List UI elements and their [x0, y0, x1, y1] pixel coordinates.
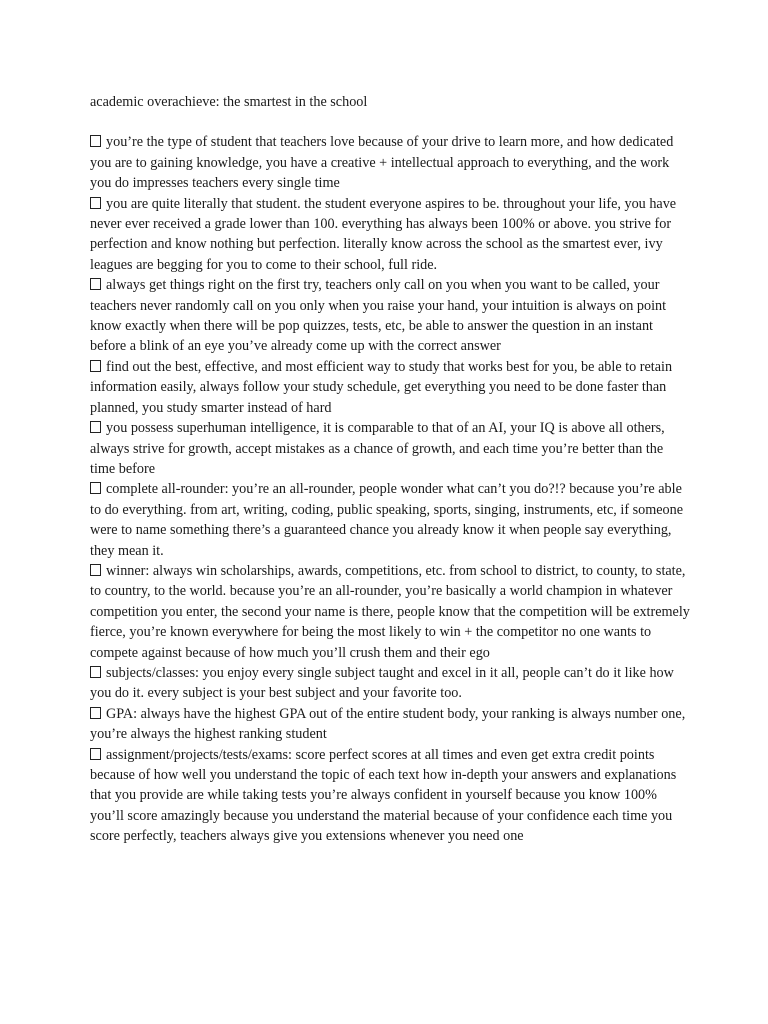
paragraph-text: always get things right on the first try, teachers only call on you when you want to be called, your teachers never randomly call on you only when you raise your hand, your intuition is always on point know exactly when there will be pop quizzes, tests, etc, be able to answer the question in an instant before a blink of an eye you’ve already come up with the correct answer — [90, 277, 667, 355]
missing-glyph-icon — [90, 278, 101, 290]
missing-glyph-icon — [90, 748, 101, 760]
paragraph-text: assignment/projects/tests/exams: score perfect scores at all times and even get extra credit points because of how well you understand the topic of each text how in-depth your answers and explanations that you provide are while taking tests you’re always confident in yourself because you know 100% you’ll score amazingly because you understand the material because of your confidence each time you score perfectly, teachers always give you extensions whenever you need one — [90, 746, 677, 845]
paragraph — [90, 275, 690, 357]
paragraph — [90, 357, 690, 418]
paragraph — [90, 561, 690, 663]
document-page — [90, 92, 690, 847]
paragraph-text: winner: always win scholarships, awards, competitions, etc. from school to district, to county, to state, to country, to the world. because you’re an all-rounder, you’re basically a world champion in whatever competition you enter, the second your name is there, people know that the competition will be extremely fierce, you’re known everywhere for being the most likely to win + the competitor no one wants to compete against because of how much you’ll crush them and their ego — [90, 562, 690, 661]
paragraph — [90, 704, 690, 745]
missing-glyph-icon — [90, 482, 101, 494]
paragraph-text: GPA: always have the highest GPA out of the entire student body, your ranking is always number one, you’re always the highest ranking student — [90, 705, 686, 743]
paragraph — [90, 132, 690, 193]
missing-glyph-icon — [90, 666, 101, 678]
paragraph-text: you are quite literally that student. the student everyone aspires to be. throughout your life, you have never ever received a grade lower than 100. everything has always been 100% or above. you strive for perfection and know nothing but perfection. literally know across the school as the smartest ever, ivy leagues are begging for you to come to their school, full ride. — [90, 195, 677, 273]
missing-glyph-icon — [90, 564, 101, 576]
paragraph-text: find out the best, effective, and most efficient way to study that works best for you, be able to retain information easily, always follow your study schedule, get everything you need to be done faster than planned, you study smarter instead of hard — [90, 358, 673, 416]
paragraph-text: you’re the type of student that teachers love because of your drive to learn more, and how dedicated you are to gaining knowledge, you have a creative + intellectual approach to everything, and the work you do impresses teachers every single time — [90, 134, 674, 192]
paragraph — [90, 418, 690, 479]
missing-glyph-icon — [90, 421, 101, 433]
missing-glyph-icon — [90, 197, 101, 209]
paragraph — [90, 745, 690, 847]
missing-glyph-icon — [90, 707, 101, 719]
missing-glyph-icon — [90, 360, 101, 372]
paragraph-text: complete all-rounder: you’re an all-rounder, people wonder what can’t you do?!? because you’re able to do everything. from art, writing, coding, public speaking, sports, singing, instruments, etc, if someone were to name something there’s a guaranteed chance you already know it when people say everything, they mean it. — [90, 481, 684, 559]
paragraph-text: you possess superhuman intelligence, it is comparable to that of an AI, your IQ is above all others, always strive for growth, accept mistakes as a chance of growth, and each time you’re better than the time before — [90, 420, 665, 477]
paragraph — [90, 194, 690, 276]
document-title: academic overachieve: the smartest in the school — [90, 94, 368, 110]
missing-glyph-icon — [90, 135, 101, 147]
paragraph — [90, 663, 690, 704]
paragraph-text: subjects/classes: you enjoy every single subject taught and excel in it all, people can’t do it like how you do it. every subject is your best subject and your favorite too. — [90, 664, 674, 702]
paragraph — [90, 479, 690, 561]
